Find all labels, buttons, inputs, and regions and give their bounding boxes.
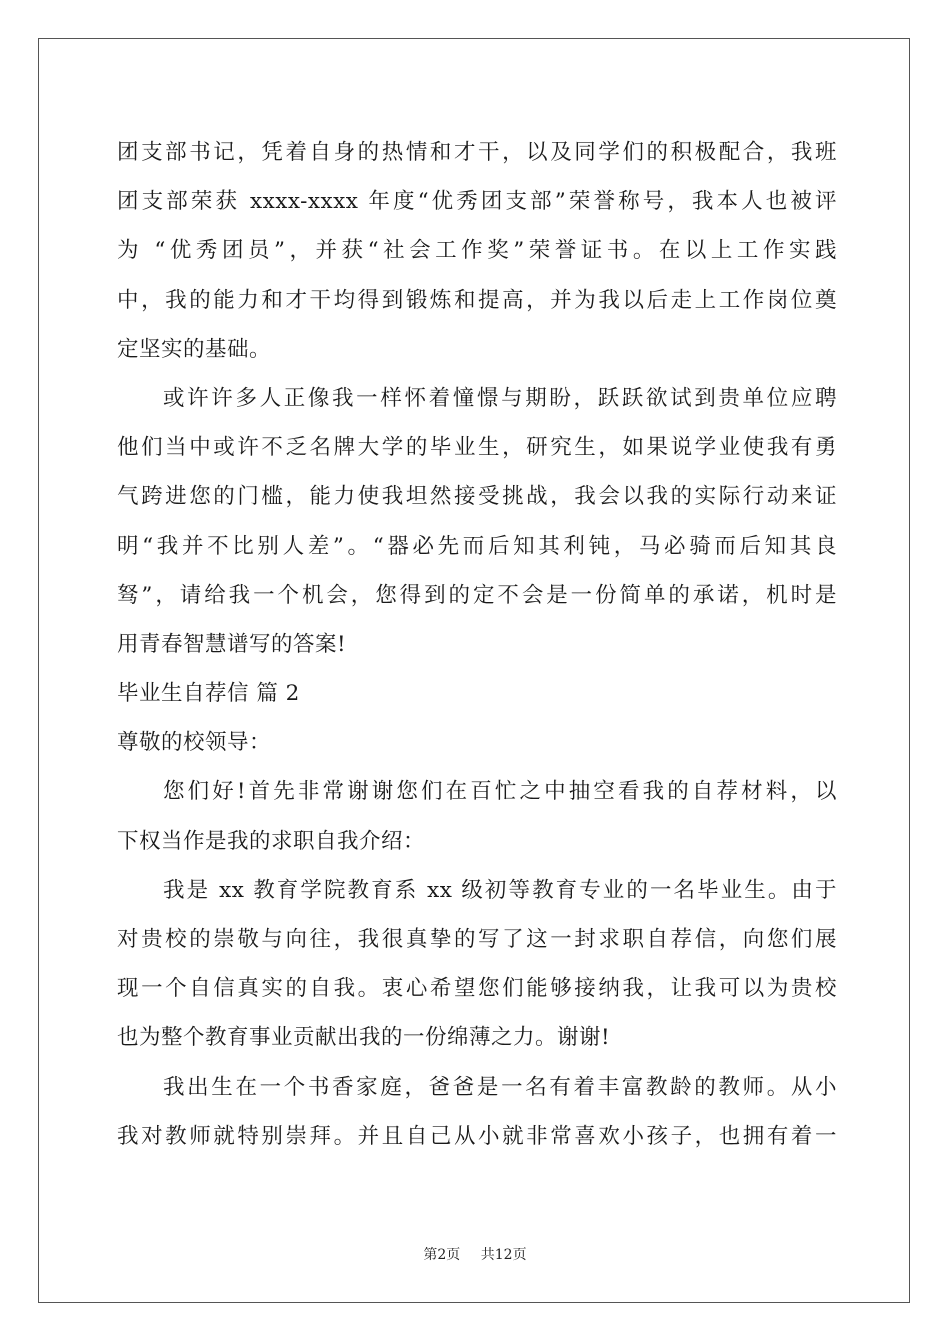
paragraph-start-line: 我出生在一个书香家庭，爸爸是一名有着丰富教龄的教师。从小 (163, 1074, 837, 1100)
text-line: 气跨进您的门槛，能力使我坦然接受挑战，我会以我的实际行动来证 (117, 484, 837, 510)
page-footer (0, 1244, 950, 1264)
text-line: 定坚实的基础。 (117, 336, 272, 362)
text-line: 团支部书记，凭着自身的热情和才干，以及同学们的积极配合，我班 (117, 140, 837, 165)
text-line: 也为整个教育事业贡献出我的一份绵薄之力。谢谢! (117, 1025, 611, 1051)
paragraph-start-line: 您们好!首先非常谢谢您们在百忙之中抽空看我的自荐材料，以 (163, 779, 837, 805)
text-line: 我对教师就特别崇拜。并且自己从小就非常喜欢小孩子，也拥有着一 (117, 1123, 837, 1149)
page-total: 共12页 (480, 1247, 527, 1263)
text-line: 他们当中或许不乏名牌大学的毕业生，研究生，如果说学业使我有勇 (117, 435, 837, 461)
text-line: 团支部荣获 xxxx-xxxx 年度“优秀团支部”荣誉称号，我本人也被评 (117, 189, 837, 215)
text-line: 用青春智慧谱写的答案! (117, 631, 347, 657)
text-line: 下权当作是我的求职自我介绍： (117, 828, 426, 854)
text-line: 中，我的能力和才干均得到锻炼和提高，并为我以后走上工作岗位奠 (117, 287, 837, 313)
page-number: 第2页 (423, 1247, 461, 1263)
document-body (117, 128, 837, 1161)
paragraph-start-line: 我是 xx 教育学院教育系 xx 级初等教育专业的一名毕业生。由于 (163, 877, 837, 903)
section-heading: 毕业生自荐信 篇 2 (117, 681, 300, 707)
text-line: 明“我并不比别人差”。“器必先而后知其利钝，马必骑而后知其良 (117, 533, 837, 559)
text-line: 对贵校的崇敬与向往，我很真挚的写了这一封求职自荐信，向您们展 (117, 927, 837, 952)
text-line: 现一个自信真实的自我。衷心希望您们能够接纳我，让我可以为贵校 (117, 976, 837, 1002)
text-line: 为 “优秀团员”，并获“社会工作奖”荣誉证书。在以上工作实践 (117, 238, 837, 264)
paragraph-start-line: 或许许多人正像我一样怀着憧憬与期盼，跃跃欲试到贵单位应聘 (163, 385, 837, 411)
salutation: 尊敬的校领导： (117, 730, 272, 756)
text-line: 驽”，请给我一个机会，您得到的定不会是一份简单的承诺，机时是 (117, 582, 837, 608)
